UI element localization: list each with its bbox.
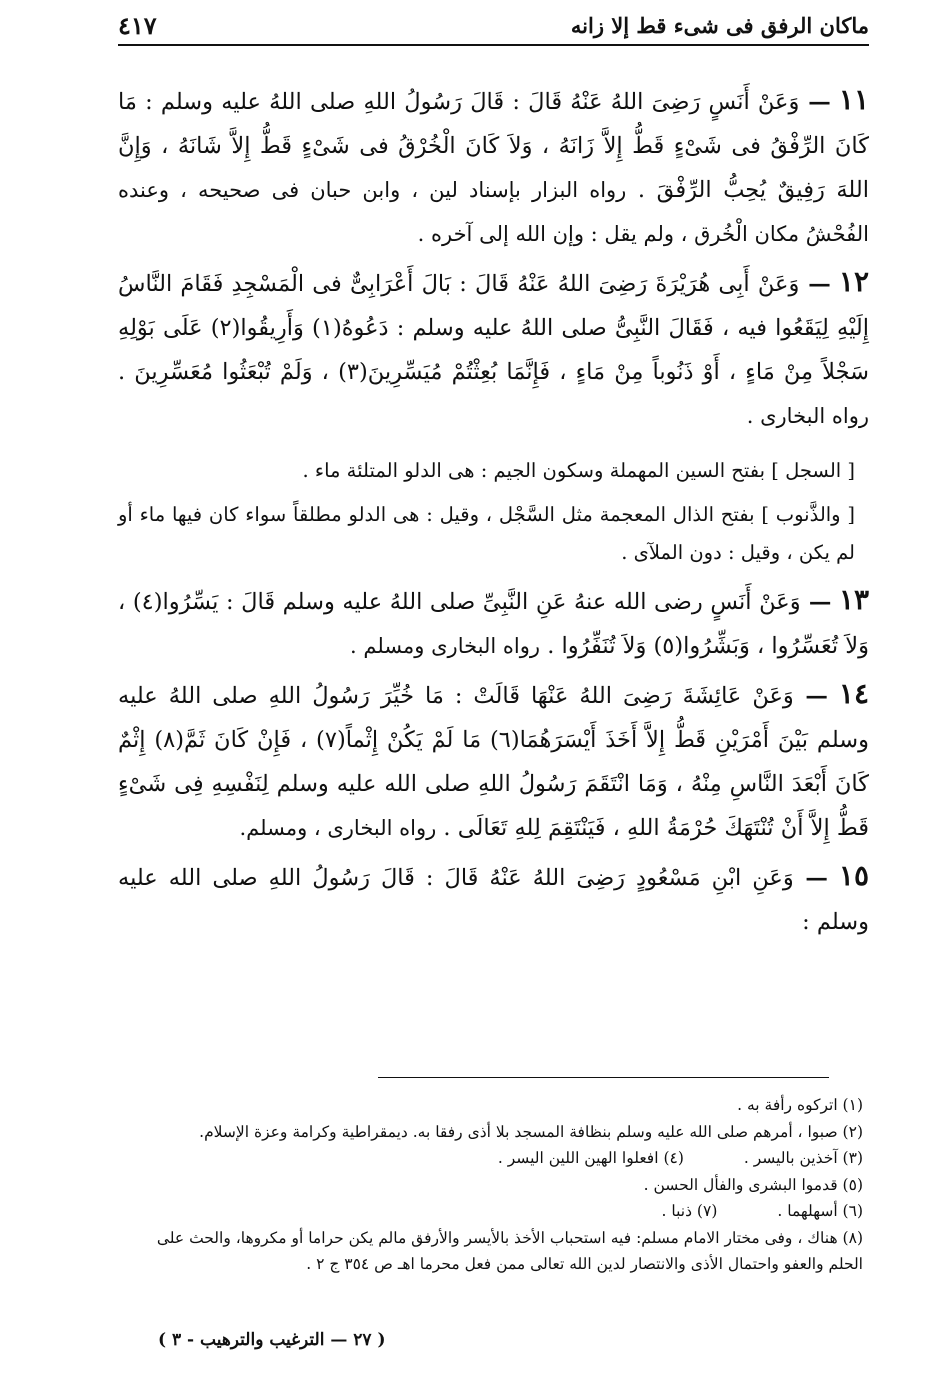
hadith-number: ١٥ [838,859,869,892]
page-signature: ( ٢٧ — الترغيب والترهيب - ٣ ) [158,1330,386,1350]
footnote-rule [378,1077,829,1078]
dash: — [793,683,828,709]
hadith-text: وَعَنْ أَنَسٍ رَضِىَ اللهُ عَنْهُ قَالَ : قَالَ رَسُولُ اللهِ صلى اللهُ عليه وسلم : مَا كَانَ الرِّفْقُ فى شَىْءٍ قَطُّ إِلاَّ زَانَهُ ، وَلاَ كَانَ الْخُرْقُ فى شَىْءٍ قَطُّ إِلاَّ شَانَهُ ، وَإِنَّ اللهَ رَفِيقٌ يُحِبُّ الرِّفْقَ . [118,89,869,203]
hadith-number: ١٣ [838,583,870,616]
running-title: ماكان الرفق فى شىء قط إلا زانه [570,12,869,38]
dash: — [800,589,832,615]
hadith-source: رواه البخارى ومسلم . [350,634,541,658]
hadith-number: ١٢ [838,265,869,298]
hadith-11 [118,78,869,256]
footnote-pair-6-7 [118,1198,863,1225]
footnote-8: (٨) هناك ، وفى مختار الامام مسلم: فيه استحباب الأخذ بالأيسر والأرفق مالم يكن حراما أو مكروها، والحث على الحلم والعفو واحتمال الأذى والانتصار لدين الله تعالى ممن فعل محرما اهـ ص ٣٥٤ ج ٢ . [156,1228,863,1273]
footnote-7: (٧) ذنبا . [661,1202,718,1220]
hadith-text: وَعَنْ عَائِشَةَ رَضِىَ اللهُ عَنْهَا قَالَتْ : مَا خُيِّرَ رَسُولُ اللهِ صلى اللهُ عليه وسلم بَيْنَ أَمْرَيْنِ قَطُّ إِلاَّ أَخَذَ أَيْسَرَهُمَا(٦) مَا لَمْ يَكُنْ إِثْماً(٧) ، فَإِنْ كَانَ ثَمَّ(٨) إِثْمٌ كَانَ أَبْعَدَ النَّاسِ مِنْهُ ، وَمَا انْتَقَمَ رَسُولُ اللهِ صلى الله عليه وسلم لِنَفْسِهِ فِى شَىْءٍ قَطُّ إِلاَّ أَنْ تُنْتَهَكَ حُرْمَةُ اللهِ ، فَيَنْتَقِمَ لِلهِ تَعَالَى . [118,683,870,841]
gloss-sajl: [ السجل ] بفتح السين المهملة وسكون الجيم : هى الدلو المتلئة ماء . [302,459,855,482]
footnotes [118,1092,863,1278]
gloss-dhanub: [ والذَّنوب ] بفتح الذال المعجمة مثل السَّجْل ، وقيل : هى الدلو مطلقاً سواء كان فيها ماء أو لم يكن ، وقيل : دون الملآى . [118,503,855,564]
footnote-2: (٢) صبوا ، أمرهم صلى الله عليه وسلم بنظافة المسجد بلا أذى رفقا به. ديمقراطية وكرامة وعزة الإسلام. [199,1122,863,1141]
hadith-source: رواه البخارى ، ومسلم. [239,816,437,840]
hadith-text: وَعَنْ أَنَسٍ رضى الله عنهُ عَنِ النَّبِىِّ صلى اللهُ عليه وسلم قَالَ : يَسِّرُوا(٤) ، وَلاَ تُعَسِّرُوا ، وَبَشِّرُوا(٥) وَلاَ تُنَفِّرُوا . [118,589,869,659]
footnote-3: (٣) آخذين باليسر . [743,1149,863,1167]
hadith-source: رواه البخارى . [746,404,869,428]
footnote-pair-3-4 [118,1145,863,1172]
hadith-15 [118,854,869,944]
footnote-4: (٤) افعلوا الهين اللين اليسر . [497,1149,684,1167]
hadith-12 [118,260,869,438]
header-rule [118,44,869,46]
footnote-6: (٦) أسهلهما . [777,1202,863,1220]
hadith-number: ١٤ [838,677,869,710]
hadith-text: وَعَنِ ابْنِ مَسْعُودٍ رَضِىَ اللهُ عَنْهُ قَالَ : قَالَ رَسُولُ اللهِ صلى الله عليه وسلم : [118,865,869,935]
hadith-source: رواه البزار بإسناد لين ، وابن حبان فى صحيحه ، وعنده الفُحْشُ مكان الْخُرق ، ولم يقل : وإن الله إلى آخره . [118,178,869,246]
hadith-text: وَعَنْ أَبِى هُرَيْرَةَ رَضِىَ اللهُ عَنْهُ قَالَ : بَالَ أَعْرَابِىٌّ فى الْمَسْجِدِ فَقَامَ النَّاسُ إِلَيْهِ لِيَقَعُوا فيه ، فَقَالَ النَّبِىُّ صلى اللهُ عليه وسلم : دَعُوهُ(١) وَأَرِيقُوا(٢) عَلَى بَوْلِهِ سَجْلاً مِنْ مَاءٍ ، أَوْ ذَنُوباً مِنْ مَاءٍ ، فَإِنَّمَا بُعِثْتُمْ مُيَسِّرِينَ(٣) ، وَلَمْ تُبْعَثُوا مُعَسِّرِينَ . [118,271,869,385]
dash: — [793,865,828,891]
dash: — [799,89,831,115]
page-header [118,8,869,42]
footnote-5: (٥) قدموا البشرى والفأل الحسن . [643,1175,863,1194]
page-number: ٤١٧ [118,10,157,40]
hadith-14 [118,672,869,850]
footnote-1: (١) اتركوه رأفة به . [737,1096,863,1114]
dash: — [799,271,831,297]
main-text [118,78,869,948]
hadith-13 [118,578,869,668]
hadith-number: ١١ [838,83,869,116]
